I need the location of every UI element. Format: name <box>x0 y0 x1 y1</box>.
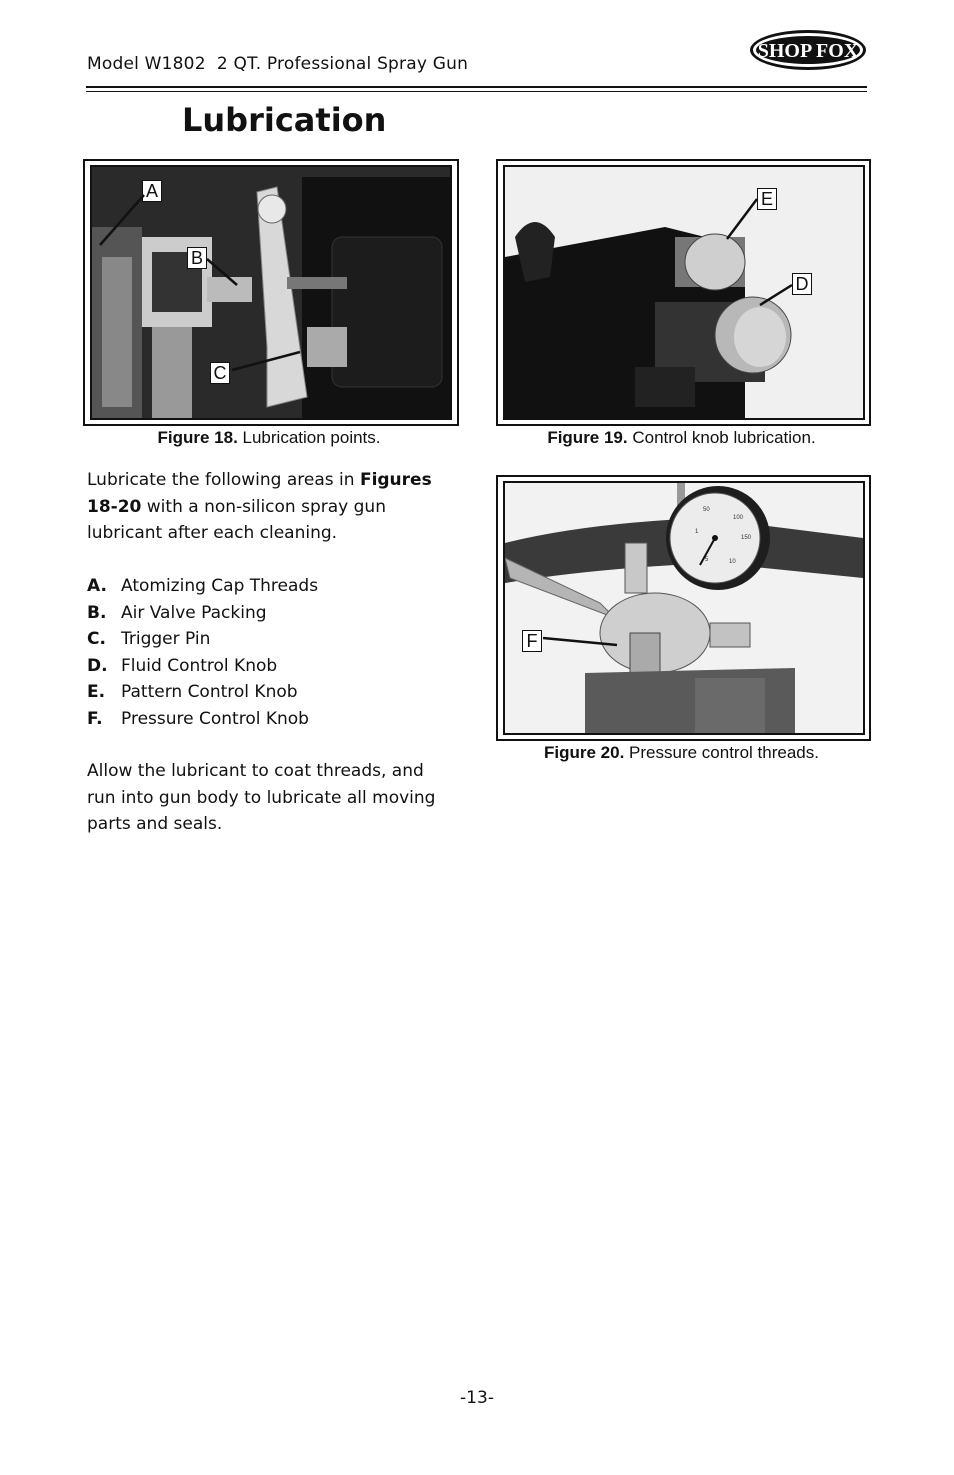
figure-18-photo <box>90 165 452 420</box>
svg-text:SHOP FOX: SHOP FOX <box>757 40 859 62</box>
gauge-number: 5 <box>705 557 709 563</box>
gauge-number: 1 <box>695 529 699 535</box>
callout-e: E <box>757 188 777 210</box>
lubrication-points-list <box>87 573 318 732</box>
outro-paragraph: Allow the lubricant to coat threads, and run into gun body to lubricate all moving parts and seals. <box>87 761 436 834</box>
gauge-number: 10 <box>729 559 736 565</box>
figure-19-arrows <box>505 167 863 418</box>
gauge-number: 100 <box>733 515 744 521</box>
figure-20-photo <box>503 481 865 735</box>
page-number: -13- <box>460 1388 494 1408</box>
callout-b: B <box>187 247 207 269</box>
header-rule-thin <box>86 91 867 92</box>
list-item: E. Pattern Control Knob <box>87 682 298 702</box>
figure-20-frame <box>496 475 871 741</box>
header-model-title: Model W1802 2 QT. Professional Spray Gun <box>87 54 469 74</box>
figure-19-caption: Figure 19. Control knob lubrication. <box>547 428 816 447</box>
shop-fox-logo <box>748 22 868 78</box>
figure-20-caption: Figure 20. Pressure control threads. <box>544 743 819 762</box>
list-item: C. Trigger Pin <box>87 629 211 649</box>
figure-20-arrow <box>505 483 863 733</box>
intro-paragraph: Lubricate the following areas in Figures 18-20 with a non-silicon spray gun lubricant after each cleaning. <box>87 470 432 543</box>
header-rule <box>86 86 867 88</box>
gauge-number: 150 <box>741 535 752 541</box>
list-item: A. Atomizing Cap Threads <box>87 576 319 596</box>
section-title: Lubrication <box>182 101 387 139</box>
callout-a: A <box>142 180 162 202</box>
callout-d: D <box>792 273 812 295</box>
figure-18-caption: Figure 18. Lubrication points. <box>157 428 381 447</box>
svg-text:WOODSTOCK: WOODSTOCK <box>794 29 822 34</box>
gauge-number: 50 <box>703 507 710 513</box>
figure-19-frame <box>496 159 871 426</box>
list-item: F. Pressure Control Knob <box>87 708 309 729</box>
figure-18-arrows <box>92 167 450 418</box>
figure-19-photo <box>503 165 865 420</box>
figure-18-frame <box>83 159 459 426</box>
list-item: B. Air Valve Packing <box>87 602 267 623</box>
callout-f: F <box>522 630 542 652</box>
callout-c: C <box>210 362 230 384</box>
list-item: D. Fluid Control Knob <box>87 655 278 676</box>
